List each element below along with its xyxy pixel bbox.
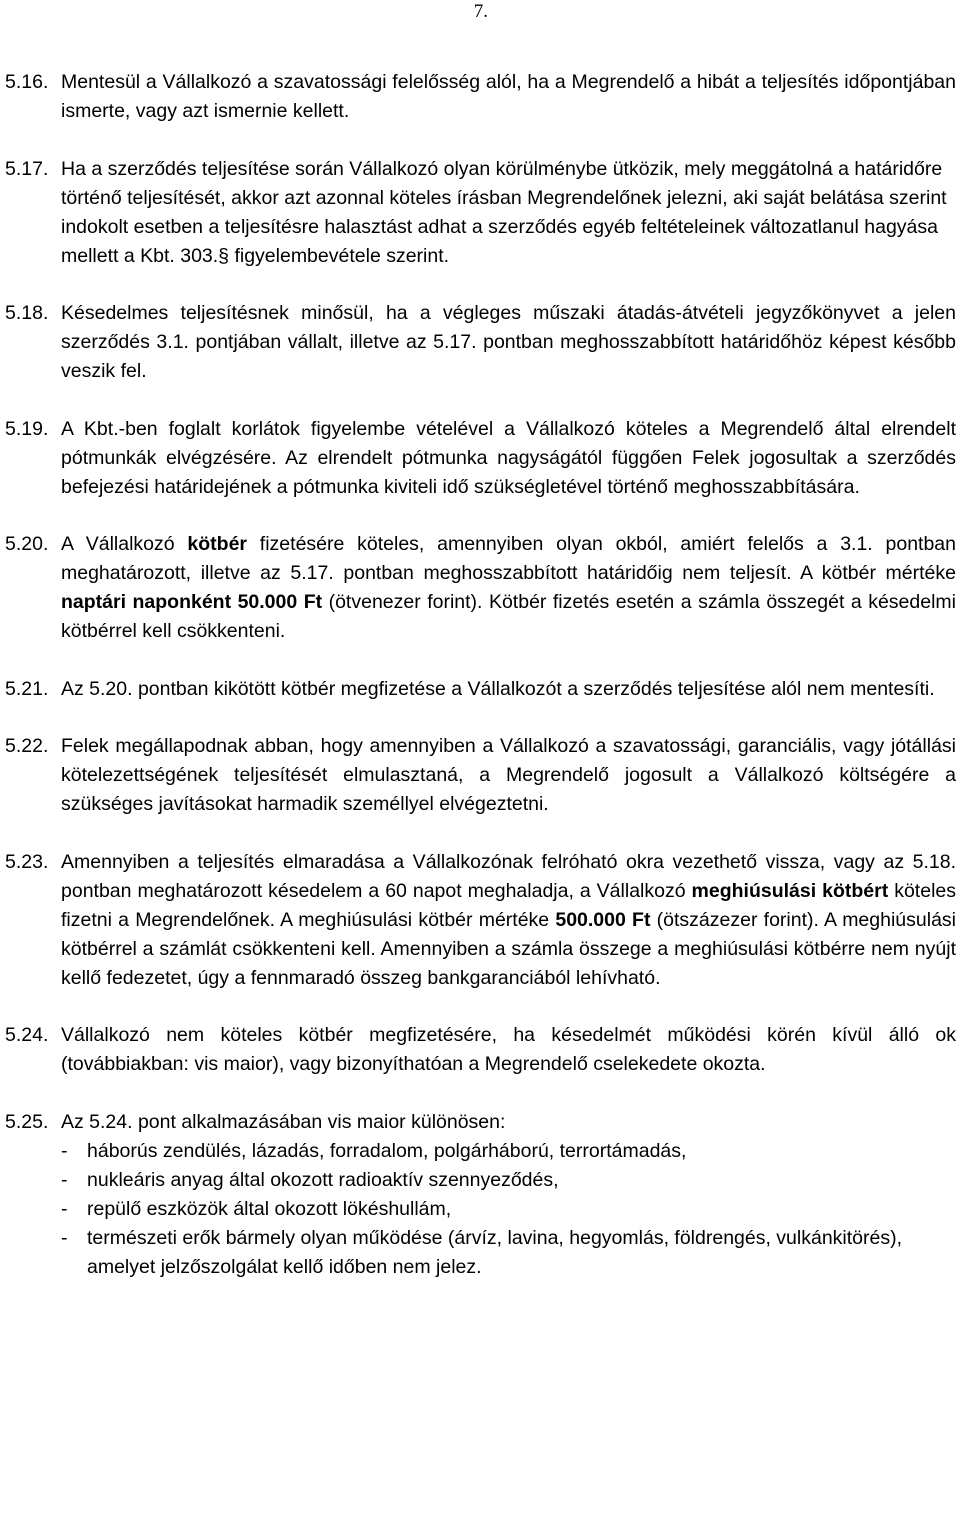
dash-bullet: - — [61, 1168, 68, 1191]
section-5-23 — [5, 848, 956, 993]
text-run: (ötvenezer forint). Kötbér fizetés esetén a számla összegét a késedelmi kötbérrel kell csökkenteni. — [61, 591, 956, 642]
page-number: 7. — [473, 1, 488, 22]
section-text — [61, 68, 956, 126]
dash-bullet: - — [61, 1226, 68, 1249]
section-5-18 — [5, 299, 956, 386]
section-text — [61, 155, 956, 271]
list-item-text: repülő eszközök által okozott lökéshullám, — [87, 1197, 452, 1220]
bold-term-kotber: kötbér — [187, 533, 248, 555]
list-item-text: háborús zendülés, lázadás, forradalom, polgárháború, terrortámadás, — [87, 1139, 687, 1162]
dash-bullet: - — [61, 1139, 68, 1162]
vis-maior-list — [61, 1137, 956, 1282]
section-text — [61, 848, 956, 993]
section-5-17 — [5, 155, 956, 271]
section-number: 5.20. — [5, 533, 49, 555]
section-number: 5.22. — [5, 735, 49, 757]
bold-term-meghiusulasi: meghiúsulási kötbért — [691, 879, 889, 902]
section-5-24 — [5, 1021, 956, 1079]
text-run: (ötszázezer forint). A meghiúsulási kötbérrel a számlát csökkenteni kell. Amennyiben a számla összege a meghiúsulási kötbérre nem nyújt kellő fedezetet, úgy a fennmaradó összeg bankgaranciából lehívható. — [61, 908, 956, 989]
list-item-text: nukleáris anyag által okozott radioaktív szennyeződés, — [87, 1168, 559, 1191]
text-run: fizetésére köteles, amennyiben olyan okból, amiért felelős a 3.1. pontban meghatározott, illetve az 5.17. pontban meghosszabbított határidőig nem teljesít. A kötbér mértéke — [61, 533, 956, 584]
section-text — [61, 675, 956, 704]
section-number: 5.17. — [5, 157, 49, 180]
section-text — [61, 1021, 956, 1079]
list-item — [61, 1166, 956, 1195]
bold-amount: 500.000 Ft — [555, 908, 651, 931]
text-run: köteles fizetni a Megrendelőnek. A meghiúsulási kötbér mértéke — [61, 879, 956, 931]
paragraph-symbol: § — [218, 244, 230, 267]
text-run: Amennyiben a teljesítés elmaradása a Vállalkozónak felróható okra vezethető vissza, vagy az 5.18. pontban meghatározott késedelem a 60 napot meghaladja, a Vállalkozó — [61, 850, 956, 902]
section-5-22 — [5, 732, 956, 819]
section-5-21 — [5, 675, 956, 704]
section-number: 5.19. — [5, 417, 49, 440]
text-run: A Kbt.-ben foglalt korlátok figyelembe vételével a Vállalkozó köteles a Megrendelő által elrendelt pótmunkák elvégzésére. Az elrendelt pótmunka nagyságától függően Felek jogosultak a szerződés befejezési határidejének a pótmunka kiviteli idő szükségletével történő meghosszabbítására. — [61, 417, 956, 498]
text-run: A Vállalkozó — [61, 533, 188, 555]
section-5-19 — [5, 415, 956, 502]
section-number: 5.24. — [5, 1024, 49, 1046]
section-number: 5.18. — [5, 302, 49, 324]
list-item — [61, 1137, 956, 1166]
list-item — [61, 1195, 956, 1224]
text-run: Vállalkozó nem köteles kötbér megfizetésére, ha késedelmét működési körén kívül álló ok (továbbiakban: vis maior), vagy bizonyíthatóan a Megrendelő cselekedete okozta. — [61, 1024, 956, 1075]
list-intro: Az 5.24. pont alkalmazásában vis maior különösen: — [61, 1110, 506, 1133]
section-number: 5.21. — [5, 677, 49, 700]
section-number: 5.25. — [5, 1110, 49, 1133]
section-text — [61, 732, 956, 819]
section-text — [61, 299, 956, 386]
text-run: Mentesül a Vállalkozó a szavatossági felelősség alól, ha a Megrendelő a hibát a teljesítés időpontjában ismerte, vagy azt ismernie kellett. — [61, 71, 956, 122]
text-run: figyelembevétele szerint. — [229, 244, 450, 267]
section-text — [61, 415, 956, 502]
section-5-16 — [5, 68, 956, 126]
section-number: 5.23. — [5, 850, 49, 873]
section-text — [61, 1108, 956, 1282]
text-run: Az 5.20. pontban kikötött kötbér megfizetése a Vállalkozót a szerződés teljesítése alól nem mentesíti. — [61, 677, 935, 700]
dash-bullet: - — [61, 1197, 68, 1220]
text-run: Felek megállapodnak abban, hogy amennyiben a Vállalkozó a szavatossági, garanciális, vagy jótállási kötelezettségének teljesítését elmulasztaná, a Megrendelő jogosult a Vállalkozó költségére a szükséges javításokat harmadik személlyel elvégeztetni. — [61, 735, 956, 815]
text-run: Ha a szerződés teljesítése során Vállalkozó olyan körülménybe ütközik, mely meggátolná a határidőre történő teljesítését, akkor azt azonnal köteles írásban Megrendelőnek jelezni, aki saját belátása szerint indokolt esetben a teljesítésre halasztást adhat a szerződés egyéb feltételeinek változatlanul hagyása mellett a Kbt. 303. — [61, 157, 947, 267]
section-5-20 — [5, 530, 956, 646]
section-number: 5.16. — [5, 71, 49, 93]
document-body — [5, 68, 956, 1310]
section-text — [61, 530, 956, 646]
list-item-text: természeti erők bármely olyan működése (árvíz, lavina, hegyomlás, földrengés, vulkánkitörés), amelyet jelzőszolgálat kellő időben nem jelez. — [87, 1226, 903, 1278]
text-run: Késedelmes teljesítésnek minősül, ha a végleges műszaki átadás-átvételi jegyzőkönyvet a jelen szerződés 3.1. pontjában vállalt, illetve az 5.17. pontban meghosszabbított határidőhöz képest később veszik fel. — [61, 302, 956, 382]
bold-amount: naptári naponként 50.000 Ft — [61, 591, 323, 613]
list-item — [61, 1224, 956, 1282]
section-5-25 — [5, 1108, 956, 1282]
